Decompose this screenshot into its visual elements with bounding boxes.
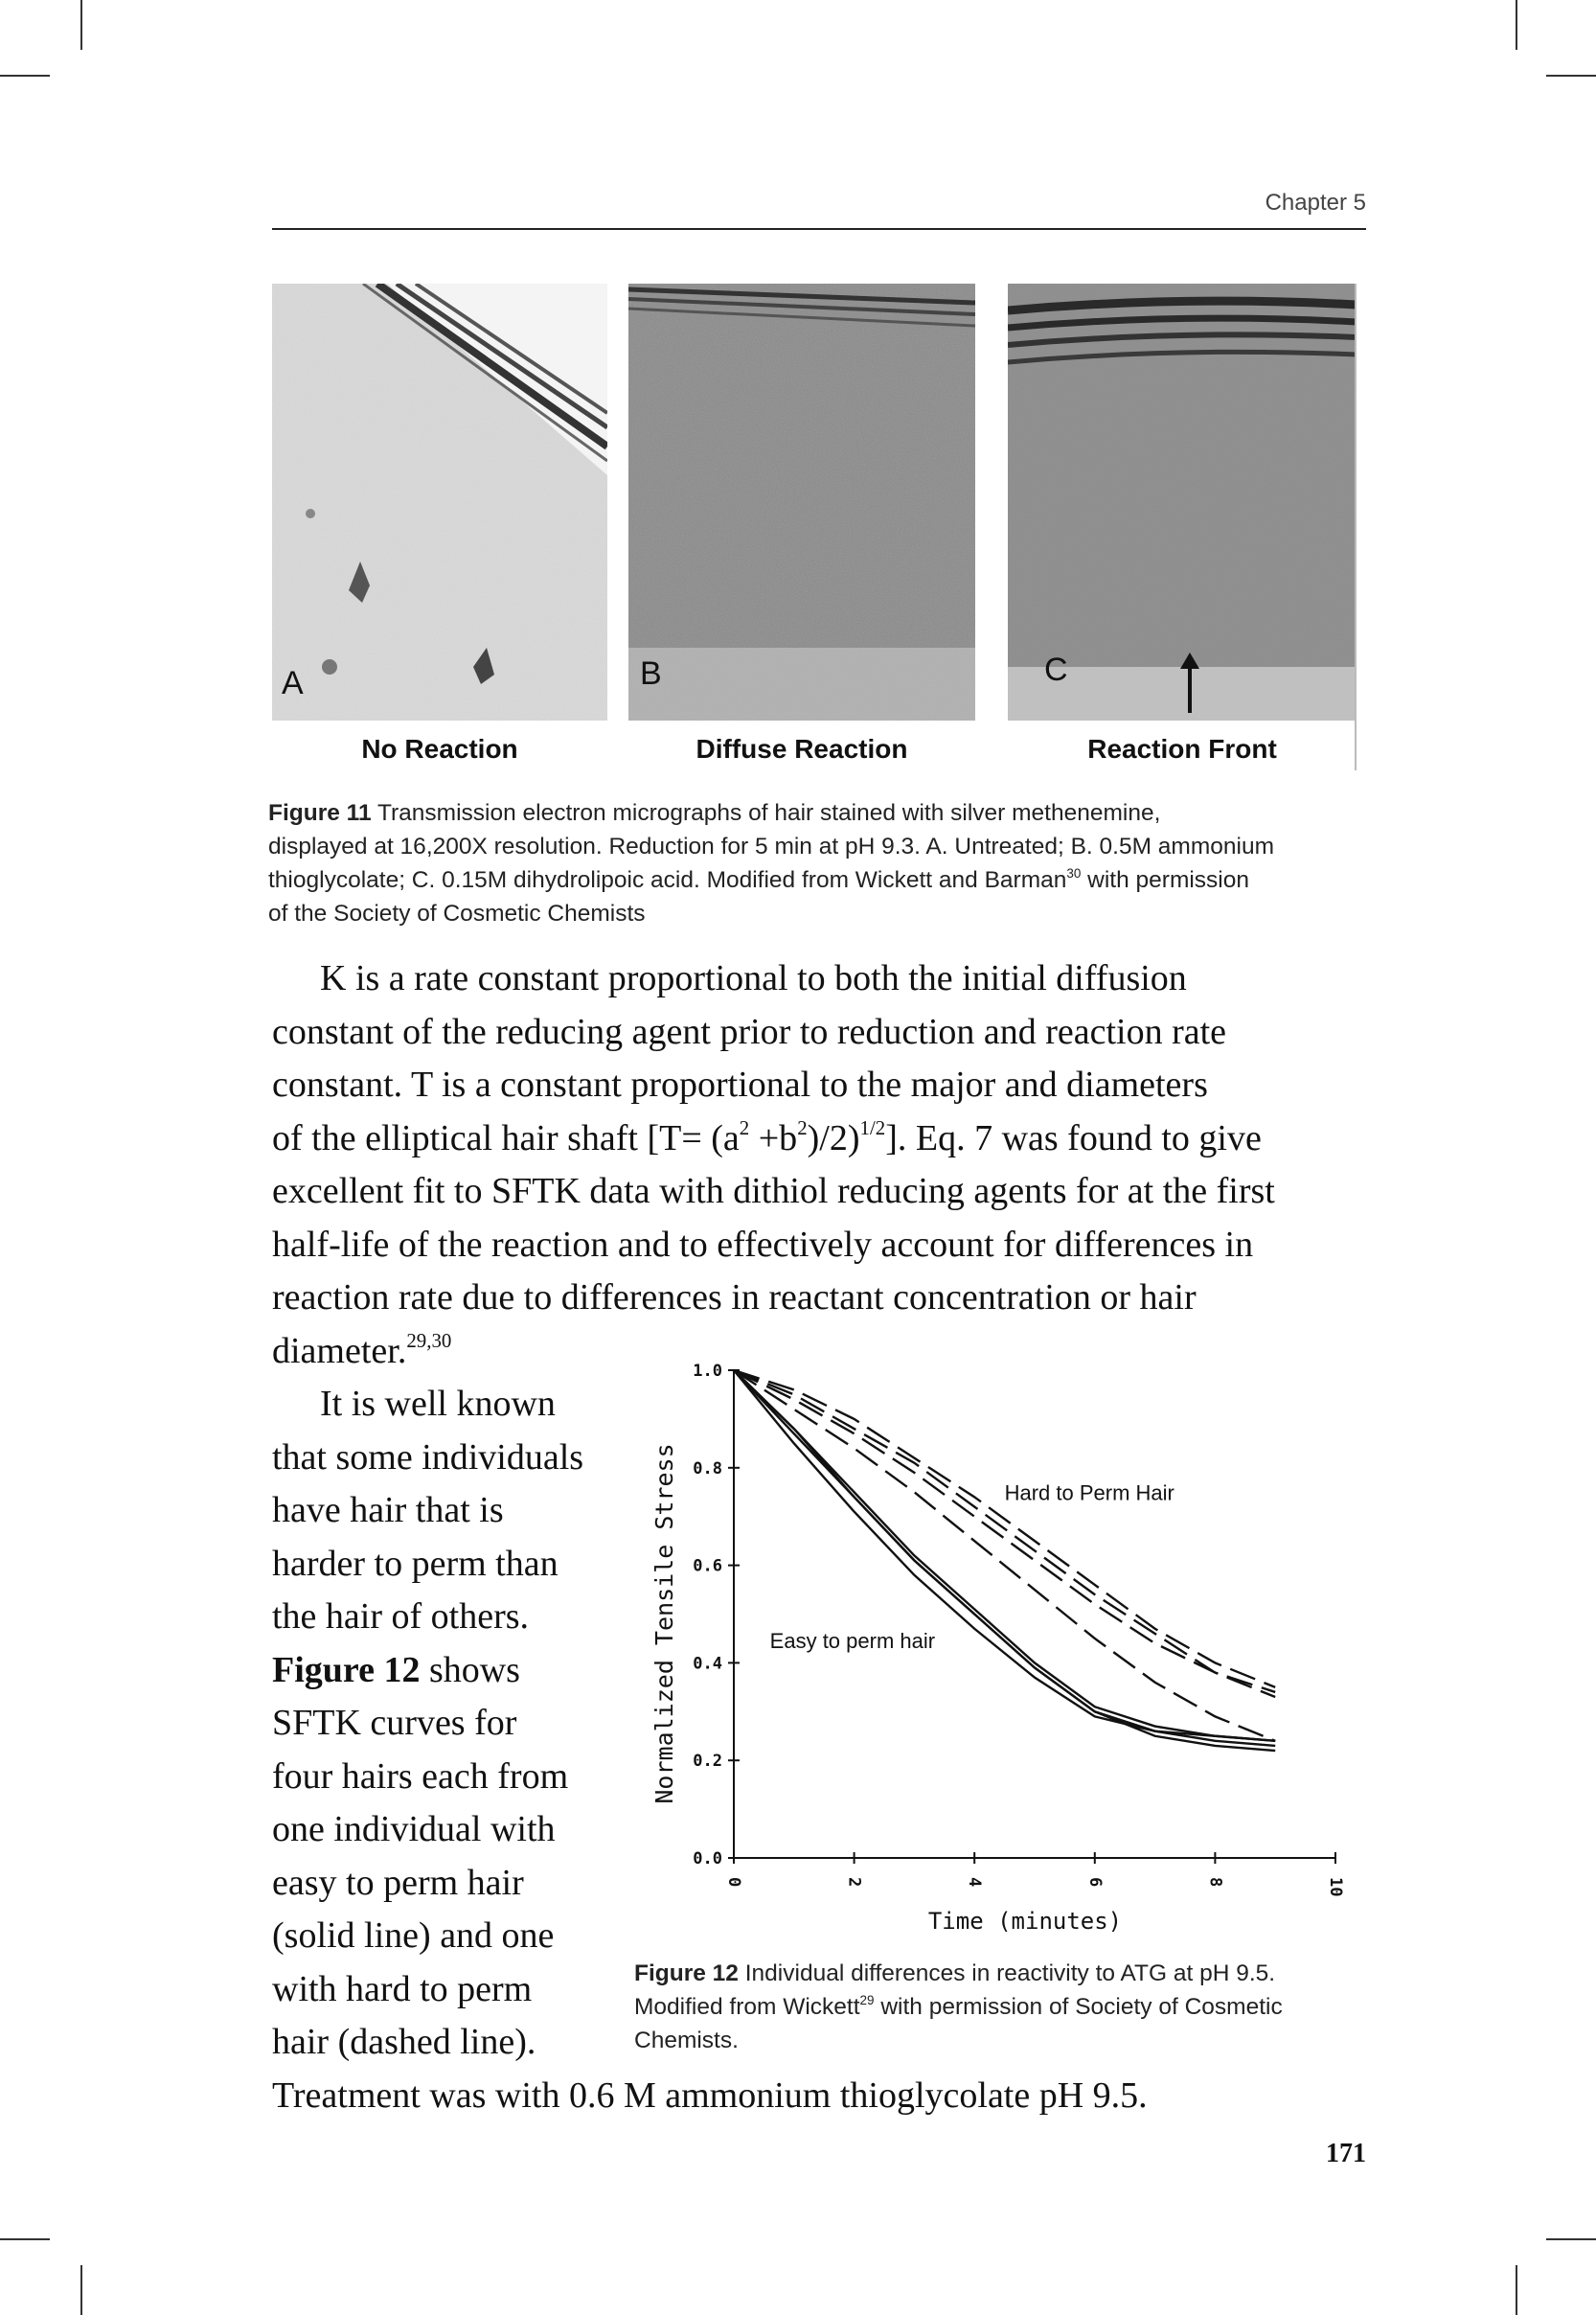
body-line: constant. T is a constant proportional to the major and diameters bbox=[272, 1065, 1208, 1105]
y-tick-label: 1.0 bbox=[693, 1362, 722, 1381]
superscript: 1/2 bbox=[859, 1115, 886, 1139]
x-tick-label: 0 bbox=[724, 1877, 743, 1888]
panel-caption-a: No Reaction bbox=[361, 734, 518, 764]
body-line: (solid line) and one bbox=[272, 1915, 555, 1956]
panel-caption-b: Diffuse Reaction bbox=[695, 734, 908, 764]
series-line-easy bbox=[734, 1370, 1275, 1741]
series-line-easy bbox=[734, 1370, 1275, 1741]
crop-mark bbox=[1516, 2265, 1517, 2315]
panel-letter-b: B bbox=[640, 655, 662, 692]
body-line: constant of the reducing agent prior to reduction and reaction rate bbox=[272, 1011, 1227, 1052]
panel-letter-c: C bbox=[1044, 652, 1068, 688]
page-number: 171 bbox=[1326, 2139, 1366, 2168]
x-tick-label: 2 bbox=[844, 1877, 864, 1888]
caption-text: displayed at 16,200X resolution. Reduction for 5 min at pH 9.3. A. Untreated; B. 0.5M ammonium bbox=[268, 834, 1274, 860]
y-tick-label: 0.6 bbox=[693, 1556, 722, 1576]
caption-text: with permission of Society of Cosmetic bbox=[874, 1994, 1283, 2020]
annotation-hard: Hard to Perm Hair bbox=[1004, 1480, 1174, 1505]
micrograph-a-image bbox=[272, 284, 607, 721]
x-axis-label: Time (minutes) bbox=[927, 1908, 1123, 1935]
caption-text: Chemists. bbox=[634, 2028, 739, 2053]
figure-12-chart bbox=[636, 1349, 1364, 1943]
series-line-easy bbox=[734, 1370, 1275, 1751]
x-tick-label: 4 bbox=[965, 1877, 985, 1888]
figure-11-caption bbox=[268, 796, 1399, 930]
caption-text: of the Society of Cosmetic Chemists bbox=[268, 901, 646, 927]
body-line: ]. Eq. 7 was found to give bbox=[885, 1117, 1262, 1158]
body-line: hair (dashed line). bbox=[272, 2022, 536, 2062]
crop-mark bbox=[1546, 2238, 1596, 2240]
body-line: shows bbox=[420, 1649, 520, 1690]
caption-text: Modified from Wickett bbox=[634, 1994, 860, 2020]
x-tick-label: 6 bbox=[1084, 1877, 1105, 1888]
figure-border bbox=[1355, 284, 1357, 770]
body-line: K is a rate constant proportional to both the initial diffusion bbox=[320, 958, 1187, 998]
body-line: It is well known bbox=[320, 1384, 556, 1424]
figure-12-caption bbox=[634, 1957, 1401, 2057]
header-rule bbox=[272, 228, 1366, 230]
crop-mark bbox=[80, 2265, 82, 2315]
series-line-easy bbox=[734, 1370, 1275, 1746]
body-line: SFTK curves for bbox=[272, 1703, 517, 1743]
body-line: of the elliptical hair shaft [T= (a bbox=[272, 1117, 740, 1158]
body-line: Treatment was with 0.6 M ammonium thioglycolate pH 9.5. bbox=[272, 2074, 1148, 2116]
series-line-hard bbox=[734, 1370, 1275, 1741]
superscript: 2 bbox=[739, 1115, 750, 1139]
micrograph-b-image bbox=[628, 284, 975, 721]
citation-ref: 30 bbox=[1066, 865, 1082, 881]
body-line: )/2) bbox=[807, 1117, 860, 1158]
caption-text: Individual differences in reactivity to ATG at pH 9.5. bbox=[738, 1960, 1276, 1986]
paragraph-1 bbox=[272, 952, 1383, 1378]
body-line: one individual with bbox=[272, 1809, 556, 1849]
body-line: +b bbox=[749, 1117, 798, 1158]
body-line: that some individuals bbox=[272, 1436, 584, 1478]
y-tick-label: 0.2 bbox=[693, 1752, 722, 1772]
caption-text: thioglycolate; C. 0.15M dihydrolipoic acid. Modified from Wickett and Barman bbox=[268, 867, 1067, 893]
citation-ref: 29,30 bbox=[406, 1328, 452, 1352]
figure-12-label: Figure 12 bbox=[634, 1960, 739, 1986]
caption-text: Transmission electron micrographs of hair stained with silver methenemine, bbox=[371, 800, 1161, 826]
body-line: harder to perm than bbox=[272, 1543, 559, 1584]
panel-letter-a: A bbox=[282, 665, 304, 701]
y-axis-label: Normalized Tensile Stress bbox=[650, 1443, 678, 1804]
y-tick-label: 0.0 bbox=[693, 1849, 722, 1868]
figure-11-label: Figure 11 bbox=[268, 800, 372, 826]
body-line: with hard to perm bbox=[272, 1968, 533, 2009]
body-line: reaction rate due to differences in reactant concentration or hair bbox=[272, 1277, 1197, 1318]
y-tick-label: 0.8 bbox=[693, 1458, 722, 1478]
crop-mark bbox=[80, 0, 82, 50]
citation-ref: 29 bbox=[859, 1992, 875, 2007]
body-line: easy to perm hair bbox=[272, 1862, 524, 1903]
figure-11 bbox=[272, 284, 1357, 770]
running-header: Chapter 5 bbox=[1265, 190, 1366, 216]
crop-mark bbox=[0, 75, 50, 77]
x-tick-label: 10 bbox=[1326, 1877, 1345, 1897]
y-tick-label: 0.4 bbox=[693, 1654, 722, 1674]
body-line: half-life of the reaction and to effectively account for differences in bbox=[272, 1224, 1254, 1265]
micrograph-a bbox=[272, 284, 607, 721]
body-line: the hair of others. bbox=[272, 1596, 530, 1637]
superscript: 2 bbox=[797, 1115, 808, 1139]
crop-mark bbox=[1516, 0, 1517, 50]
body-line: diameter. bbox=[272, 1330, 407, 1371]
annotation-easy: Easy to perm hair bbox=[769, 1628, 936, 1653]
panel-caption-c: Reaction Front bbox=[1087, 734, 1277, 764]
crop-mark bbox=[1546, 75, 1596, 77]
body-line: have hair that is bbox=[272, 1490, 504, 1530]
micrograph-b bbox=[628, 284, 975, 721]
caption-text: with permission bbox=[1081, 867, 1249, 893]
x-tick-label: 8 bbox=[1205, 1877, 1225, 1888]
crop-mark bbox=[0, 2238, 50, 2240]
micrograph-c bbox=[1008, 284, 1357, 721]
figure-ref: Figure 12 bbox=[272, 1649, 421, 1690]
body-line: four hairs each from bbox=[272, 1755, 569, 1797]
body-line: excellent fit to SFTK data with dithiol reducing agents for at the first bbox=[272, 1171, 1275, 1211]
